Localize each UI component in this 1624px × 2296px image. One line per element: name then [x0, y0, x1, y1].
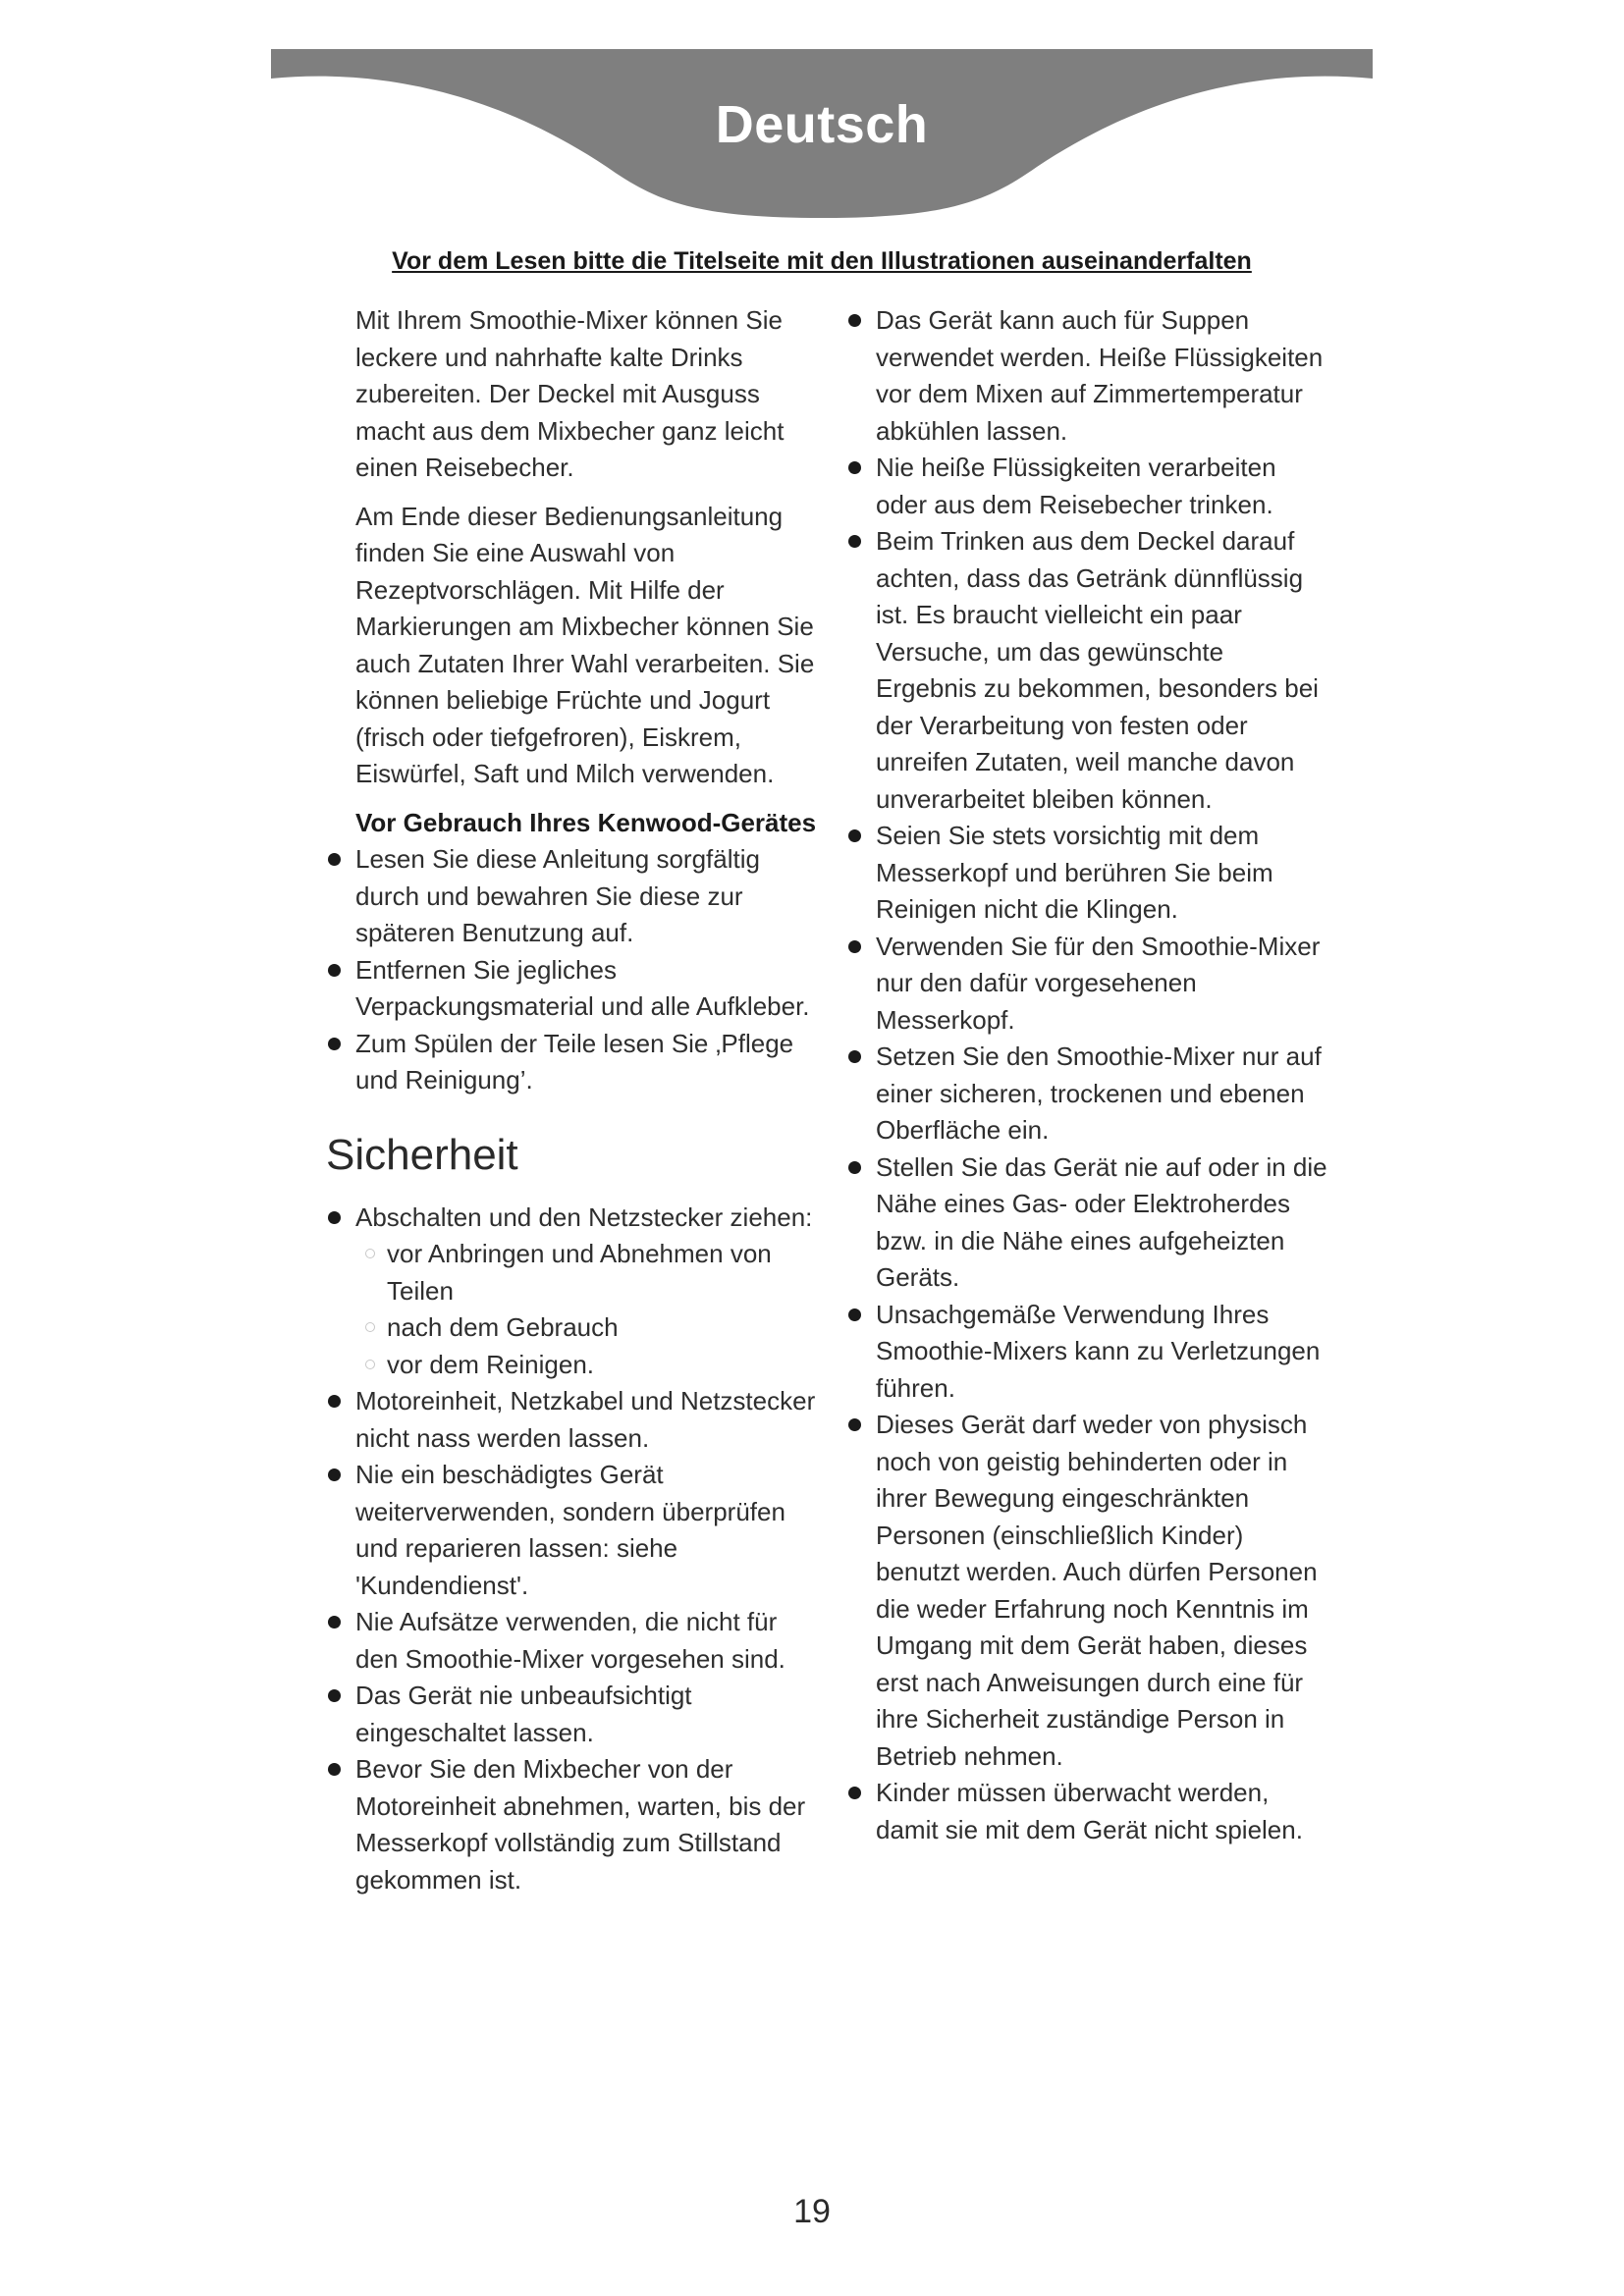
list-item: Nie Aufsätze verwenden, die nicht für den Smoothie-Mixer vorgesehen sind.: [355, 1604, 817, 1678]
bullet-icon: [848, 829, 861, 842]
circle-bullet-icon: [365, 1360, 375, 1369]
bullet-icon: [328, 1689, 341, 1702]
language-banner: [271, 49, 1373, 226]
bullet-icon: [848, 314, 861, 327]
bullet-icon: [328, 1038, 341, 1050]
unplug-sublist: [355, 1236, 817, 1383]
sub-list-item: nach dem Gebrauch: [387, 1309, 817, 1347]
list-item: Nie ein beschädigtes Gerät weiterverwenden, sondern überprüfen und reparieren lassen: siehe 'Kundendienst'.: [355, 1457, 817, 1604]
banner-title: Deutsch: [715, 95, 929, 154]
list-item: Zum Spülen der Teile lesen Sie ‚Pflege und Reinigung’.: [355, 1026, 817, 1099]
sub-list-item: vor Anbringen und Abnehmen von Teilen: [387, 1236, 817, 1309]
bullet-icon: [328, 1763, 341, 1776]
bullet-icon: [848, 1050, 861, 1063]
bullet-icon: [848, 1418, 861, 1431]
list-item: Setzen Sie den Smoothie-Mixer nur auf einer sicheren, trockenen und ebenen Oberfläche ein.: [876, 1039, 1327, 1149]
intro-paragraph-2: Am Ende dieser Bedienungsanleitung finden Sie eine Auswahl von Rezeptvorschlägen. Mit Hilfe der Markierungen am Mixbecher können Sie auch Zutaten Ihrer Wahl verarbeiten. Sie können beliebige Früchte und Jogurt (frisch oder tiefgefroren), Eiskrem, Eiswürfel, Saft und Milch verwenden.: [355, 501, 815, 788]
list-item: Verwenden Sie für den Smoothie-Mixer nur den dafür vorgesehenen Messerkopf.: [876, 929, 1327, 1040]
safety-heading: Sicherheit: [326, 1130, 518, 1179]
bullet-icon: [328, 1395, 341, 1408]
list-item: Kinder müssen überwacht werden, damit sie mit dem Gerät nicht spielen.: [876, 1775, 1327, 1848]
right-column: [876, 302, 1327, 1848]
bullet-icon: [328, 853, 341, 866]
safety-list-right: [876, 302, 1327, 1848]
list-item: Das Gerät kann auch für Suppen verwendet werden. Heiße Flüssigkeiten vor dem Mixen auf Zimmertemperatur abkühlen lassen.: [876, 302, 1327, 450]
list-item: Stellen Sie das Gerät nie auf oder in die Nähe eines Gas- oder Elektroherdes bzw. in die Nähe eines aufgeheizten Geräts.: [876, 1149, 1327, 1297]
list-item: Motoreinheit, Netzkabel und Netzstecker nicht nass werden lassen.: [355, 1383, 817, 1457]
bullet-icon: [848, 1787, 861, 1799]
list-item: Lesen Sie diese Anleitung sorgfältig durch und bewahren Sie diese zur späteren Benutzung auf.: [355, 841, 817, 952]
list-item: Nie heiße Flüssigkeiten verarbeiten oder aus dem Reisebecher trinken.: [876, 450, 1327, 523]
safety-list-left: [355, 1200, 817, 1899]
list-item: Beim Trinken aus dem Deckel darauf achten, dass das Getränk dünnflüssig ist. Es braucht vielleicht ein paar Versuche, um das gewünschte Ergebnis zu bekommen, besonders bei der Verarbeitung von festen oder unreifen Zutaten, weil manche davon unverarbeitet bleiben können.: [876, 523, 1327, 818]
bullet-icon: [328, 1211, 341, 1224]
circle-bullet-icon: [365, 1249, 375, 1258]
list-item: Unsachgemäße Verwendung Ihres Smoothie-Mixers kann zu Verletzungen führen.: [876, 1297, 1327, 1408]
list-item: Das Gerät nie unbeaufsichtigt eingeschaltet lassen.: [355, 1678, 817, 1751]
page-number: 19: [793, 2193, 831, 2230]
bullet-icon: [328, 1468, 341, 1481]
list-item: Bevor Sie den Mixbecher von der Motoreinheit abnehmen, warten, bis der Messerkopf vollständig zum Stillstand gekommen ist.: [355, 1751, 817, 1898]
before-use-list: [355, 841, 817, 1099]
bullet-icon: [848, 1161, 861, 1174]
list-item: Seien Sie stets vorsichtig mit dem Messerkopf und berühren Sie beim Reinigen nicht die Klingen.: [876, 818, 1327, 929]
list-item: Abschalten und den Netzstecker ziehen: vor Anbringen und Abnehmen von Teilen nach dem Gebrauch vor dem Reinigen.: [355, 1200, 817, 1384]
intro-paragraph-1: Mit Ihrem Smoothie-Mixer können Sie leckere und nahrhafte kalte Drinks zubereiten. Der Deckel mit Ausguss macht aus dem Mixbecher ganz leicht einen Reisebecher.: [355, 305, 785, 482]
list-item: Entfernen Sie jegliches Verpackungsmaterial und alle Aufkleber.: [355, 952, 817, 1026]
fold-instruction: Vor dem Lesen bitte die Titelseite mit den Illustrationen auseinanderfalten: [392, 247, 1252, 275]
bullet-icon: [328, 1616, 341, 1629]
bullet-icon: [848, 1308, 861, 1321]
left-column: [326, 302, 817, 1898]
bullet-icon: [328, 964, 341, 977]
before-use-heading: Vor Gebrauch Ihres Kenwood-Gerätes: [355, 807, 817, 837]
bullet-icon: [848, 940, 861, 953]
bullet-icon: [848, 535, 861, 548]
circle-bullet-icon: [365, 1322, 375, 1332]
bullet-icon: [848, 461, 861, 474]
sub-list-item: vor dem Reinigen.: [387, 1347, 817, 1384]
list-item: Dieses Gerät darf weder von physisch noch von geistig behinderten oder in ihrer Bewegung eingeschränkten Personen (einschließlich Kinder) benutzt werden. Auch dürfen Personen die weder Erfahrung noch Kenntnis im Umgang mit dem Gerät haben, dieses erst nach Anweisungen durch eine für ihre Sicherheit zuständige Person in Betrieb nehmen.: [876, 1407, 1327, 1775]
